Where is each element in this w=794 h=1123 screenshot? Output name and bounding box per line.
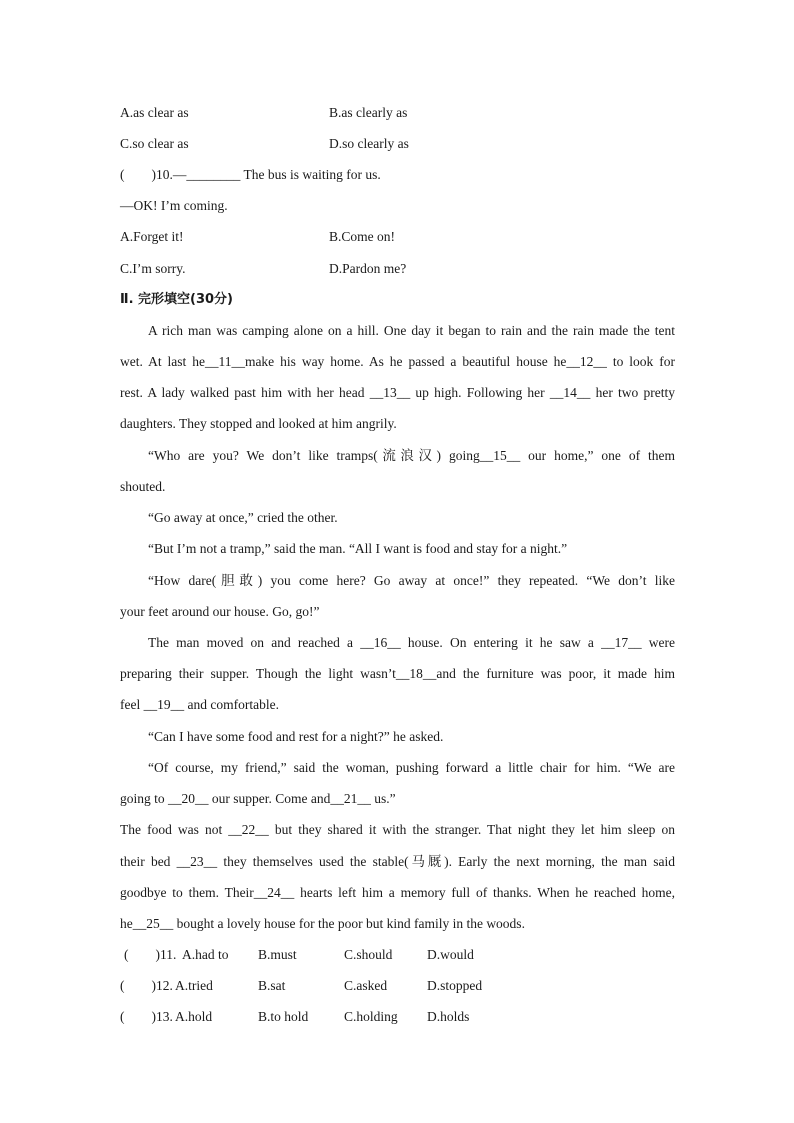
q9-option-a: A.as clear as <box>120 105 189 120</box>
question-option-a: A.hold <box>175 1009 213 1024</box>
question-11 <box>120 939 675 970</box>
question-number: ( )12. <box>120 978 173 993</box>
question-option-d: D.holds <box>427 1009 470 1024</box>
question-option-c: C.asked <box>344 978 388 993</box>
passage-line: “But I’m not a tramp,” said the man. “All I want is food and stay for a night.” <box>148 541 568 556</box>
q9-option-d: D.so clearly as <box>329 136 409 151</box>
section-2-title: Ⅱ. 完形填空(30分) <box>120 292 234 307</box>
passage-line: “Of course, my friend,” said the woman, pushing forward a little chair for him. “We are <box>148 760 675 775</box>
passage-line: The food was not __22__ but they shared it with the stranger. That night they let him sleep on <box>120 822 675 837</box>
question-option-c: C.holding <box>344 1009 398 1024</box>
question-option-a: A.tried <box>175 978 213 993</box>
question-number: ( )11. <box>124 947 177 962</box>
q9-options-row-1 <box>120 97 675 128</box>
question-12 <box>120 970 675 1001</box>
q10-stem: ( )10.—________ The bus is waiting for us. <box>120 167 381 182</box>
passage-line: shouted. <box>120 479 166 494</box>
passage-line: your feet around our house. Go, go!” <box>120 604 320 619</box>
passage-line: The man moved on and reached a __16__ house. On entering it he saw a __17__ were <box>148 635 675 650</box>
passage-line: “Who are you? We don’t like tramps(流浪汉) going__15__ our home,” one of them <box>148 448 675 463</box>
passage-line: goodbye to them. Their__24__ hearts left him a memory full of thanks. When he reached home, <box>120 885 675 900</box>
q10-option-b: B.Come on! <box>329 229 395 244</box>
q10-options-row-2 <box>120 253 675 284</box>
q10-option-a: A.Forget it! <box>120 229 184 244</box>
q9-options-row-2 <box>120 128 675 159</box>
passage-line: rest. A lady walked past him with her head __13__ up high. Following her __14__ her two pretty <box>120 385 675 400</box>
question-option-b: B.to hold <box>258 1009 309 1024</box>
passage-line: their bed __23__ they themselves used the stable(马厩). Early the next morning, the man said <box>120 854 675 869</box>
passage-line: daughters. They stopped and looked at him angrily. <box>120 416 397 431</box>
question-13 <box>120 1001 675 1032</box>
q9-option-c: C.so clear as <box>120 136 189 151</box>
passage-line: “How dare(胆敢) you come here? Go away at once!” they repeated. “We don’t like <box>148 573 675 588</box>
passage-line: A rich man was camping alone on a hill. One day it began to rain and the rain made the tent <box>148 323 675 338</box>
q9-option-b: B.as clearly as <box>329 105 408 120</box>
passage-line: feel __19__ and comfortable. <box>120 697 279 712</box>
passage-line: “Go away at once,” cried the other. <box>148 510 338 525</box>
question-option-d: D.would <box>427 947 474 962</box>
question-number: ( )13. <box>120 1009 173 1024</box>
q10-option-c: C.I’m sorry. <box>120 261 186 276</box>
q10-option-d: D.Pardon me? <box>329 261 407 276</box>
question-option-c: C.should <box>344 947 393 962</box>
q10-options-row-1 <box>120 221 675 252</box>
question-option-d: D.stopped <box>427 978 483 993</box>
question-option-b: B.sat <box>258 978 286 993</box>
passage-line: preparing their supper. Though the light wasn’t__18__and the furniture was poor, it made him <box>120 666 675 681</box>
question-option-a: A.had to <box>182 947 229 962</box>
passage-line: “Can I have some food and rest for a night?” he asked. <box>148 729 444 744</box>
passage-line: going to __20__ our supper. Come and__21__ us.” <box>120 791 396 806</box>
question-option-b: B.must <box>258 947 297 962</box>
passage-line: wet. At last he__11__make his way home. As he passed a beautiful house he__12__ to look for <box>120 354 675 369</box>
q10-reply: —OK! I’m coming. <box>120 198 228 213</box>
passage-line: he__25__ bought a lovely house for the poor but kind family in the woods. <box>120 916 525 931</box>
